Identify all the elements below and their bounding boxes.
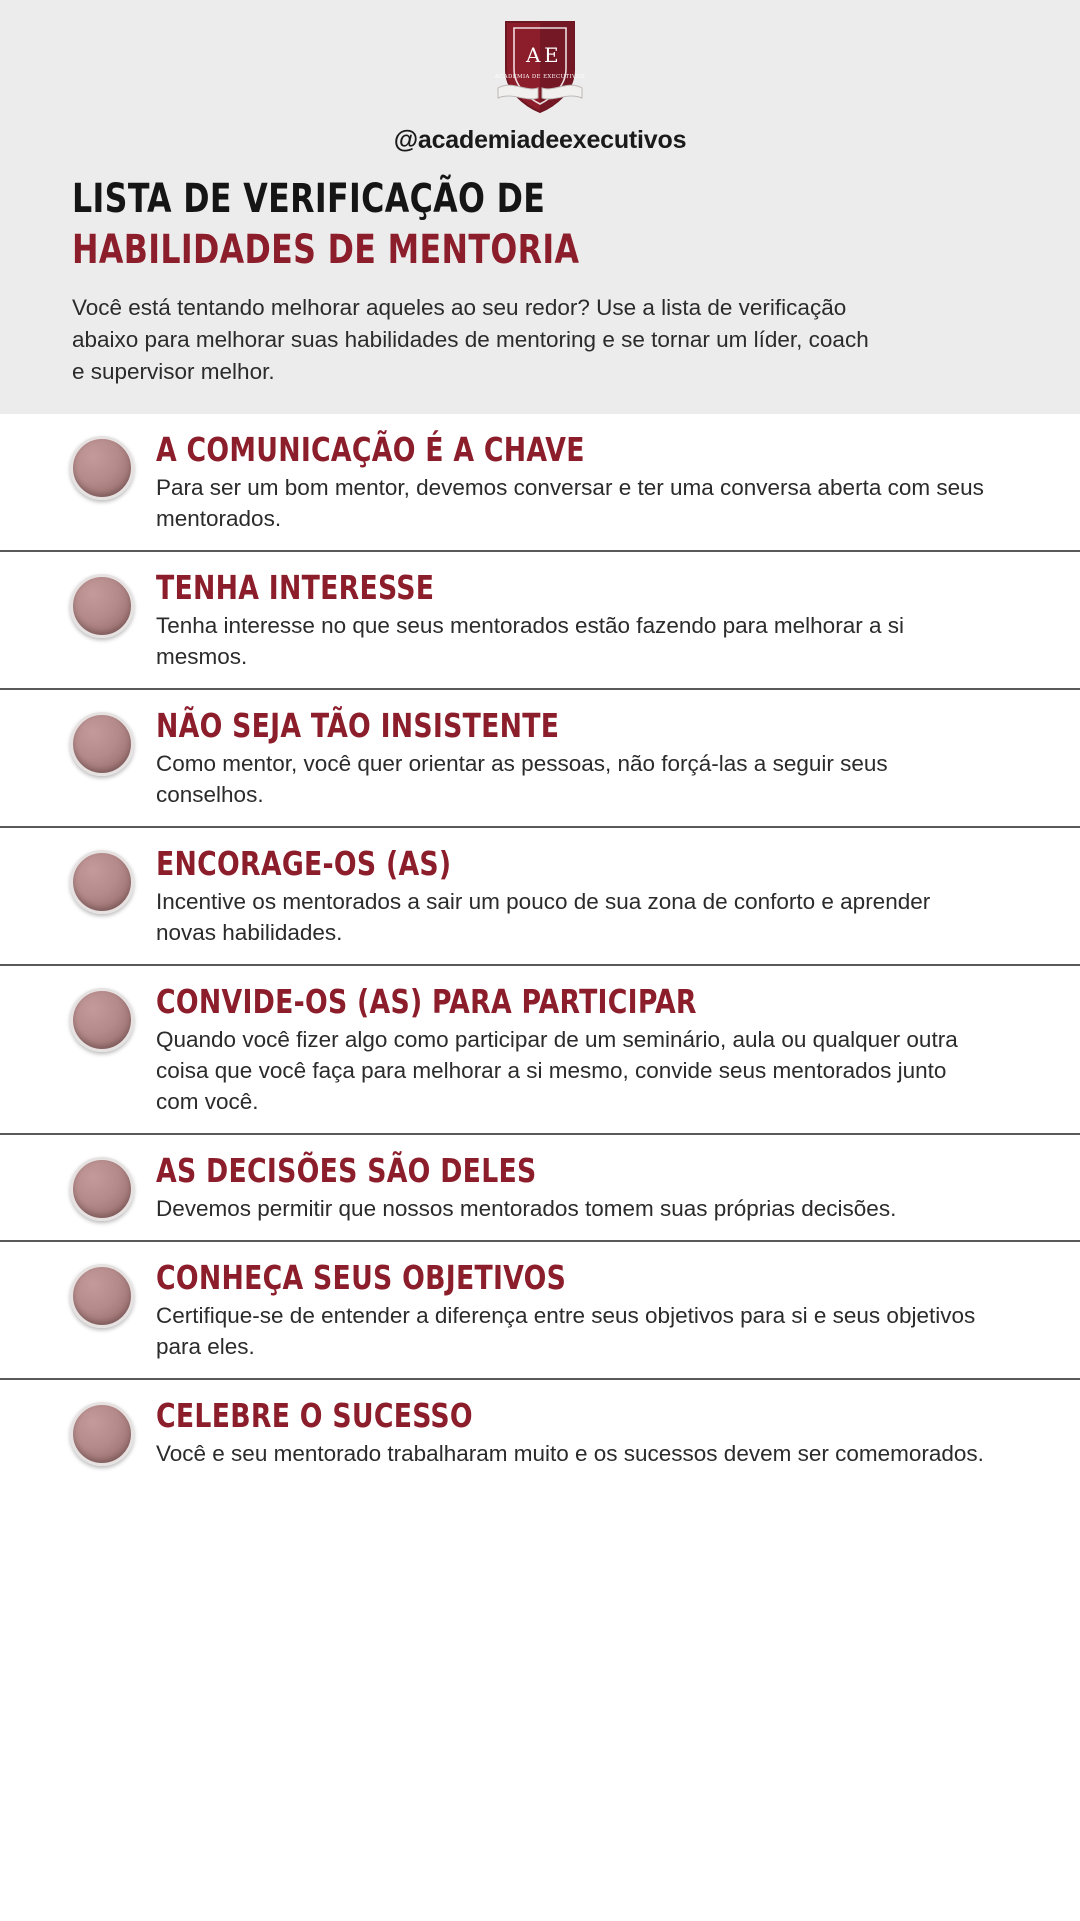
list-item-body bbox=[156, 844, 1034, 948]
svg-text:E: E bbox=[544, 43, 559, 67]
list-item-description: Certifique-se de entender a diferença entre seus objetivos para si e seus objetivos para eles. bbox=[156, 1302, 976, 1359]
list-item-title: TENHA INTERESSE bbox=[156, 567, 435, 607]
list-item-description: Como mentor, você quer orientar as pessoas, não forçá-las a seguir seus conselhos. bbox=[156, 750, 888, 807]
list-item[interactable] bbox=[0, 1135, 1080, 1242]
list-item-title: CONHEÇA SEUS OBJETIVOS bbox=[156, 1257, 567, 1297]
shield-crest-icon bbox=[492, 14, 588, 118]
list-item-description: Quando você fizer algo como participar de um seminário, aula ou qualquer outra coisa que você faça para melhorar a si mesmo, convide seus mentorados junto com você. bbox=[156, 1026, 958, 1114]
list-item-body bbox=[156, 982, 1034, 1117]
checklist-bullet-icon[interactable] bbox=[70, 850, 134, 914]
list-item-description: Você e seu mentorado trabalharam muito e os sucessos devem ser comemorados. bbox=[156, 1440, 984, 1466]
list-item-title: NÃO SEJA TÃO INSISTENTE bbox=[156, 705, 560, 745]
list-item[interactable] bbox=[0, 552, 1080, 690]
list-item-title: CONVIDE-OS (AS) PARA PARTICIPAR bbox=[156, 981, 697, 1021]
list-item[interactable] bbox=[0, 414, 1080, 552]
title-block bbox=[0, 155, 1080, 388]
list-item-description: Para ser um bom mentor, devemos conversar e ter uma conversa aberta com seus mentorados. bbox=[156, 474, 984, 531]
list-item-body bbox=[156, 1151, 1034, 1224]
list-item-title: ENCORAGE-OS (AS) bbox=[156, 843, 452, 883]
checklist-bullet-icon[interactable] bbox=[70, 988, 134, 1052]
brand-logo bbox=[0, 14, 1080, 155]
checklist-bullet-icon[interactable] bbox=[70, 1264, 134, 1328]
svg-text:A: A bbox=[526, 43, 541, 67]
svg-text:ACADEMIA DE EXECUTIVOS: ACADEMIA DE EXECUTIVOS bbox=[494, 74, 586, 80]
list-item-title: CELEBRE O SUCESSO bbox=[156, 1395, 473, 1435]
list-item[interactable] bbox=[0, 690, 1080, 828]
header-section bbox=[0, 0, 1080, 414]
list-item[interactable] bbox=[0, 1242, 1080, 1380]
list-item[interactable] bbox=[0, 1380, 1080, 1485]
checklist-bullet-icon[interactable] bbox=[70, 1402, 134, 1466]
page-title-line-1: LISTA DE VERIFICAÇÃO DE bbox=[72, 176, 546, 222]
list-item-title: A COMUNICAÇÃO É A CHAVE bbox=[156, 429, 585, 469]
list-item-body bbox=[156, 706, 1034, 810]
checklist bbox=[0, 414, 1080, 1525]
checklist-bullet-icon[interactable] bbox=[70, 712, 134, 776]
checklist-bullet-icon[interactable] bbox=[70, 1157, 134, 1221]
intro-paragraph: Você está tentando melhorar aqueles ao seu redor? Use a lista de verificação abaixo para melhorar suas habilidades de mentoring e se tornar um líder, coach e supervisor melhor. bbox=[72, 294, 869, 384]
list-item-body bbox=[156, 568, 1034, 672]
checklist-bullet-icon[interactable] bbox=[70, 436, 134, 500]
list-item-body bbox=[156, 1258, 1034, 1362]
list-item[interactable] bbox=[0, 966, 1080, 1135]
brand-handle: @academiadeexecutivos bbox=[393, 126, 687, 154]
list-item-title: AS DECISÕES SÃO DELES bbox=[156, 1150, 537, 1190]
list-item-description: Devemos permitir que nossos mentorados tomem suas próprias decisões. bbox=[156, 1195, 897, 1221]
list-item[interactable] bbox=[0, 828, 1080, 966]
checklist-bullet-icon[interactable] bbox=[70, 574, 134, 638]
list-item-description: Tenha interesse no que seus mentorados estão fazendo para melhorar a si mesmos. bbox=[156, 612, 904, 669]
list-item-description: Incentive os mentorados a sair um pouco de sua zona de conforto e aprender novas habilidades. bbox=[156, 888, 931, 945]
list-item-body bbox=[156, 1396, 1034, 1469]
list-item-body bbox=[156, 430, 1034, 534]
page-title-line-2: HABILIDADES DE MENTORIA bbox=[72, 226, 580, 273]
